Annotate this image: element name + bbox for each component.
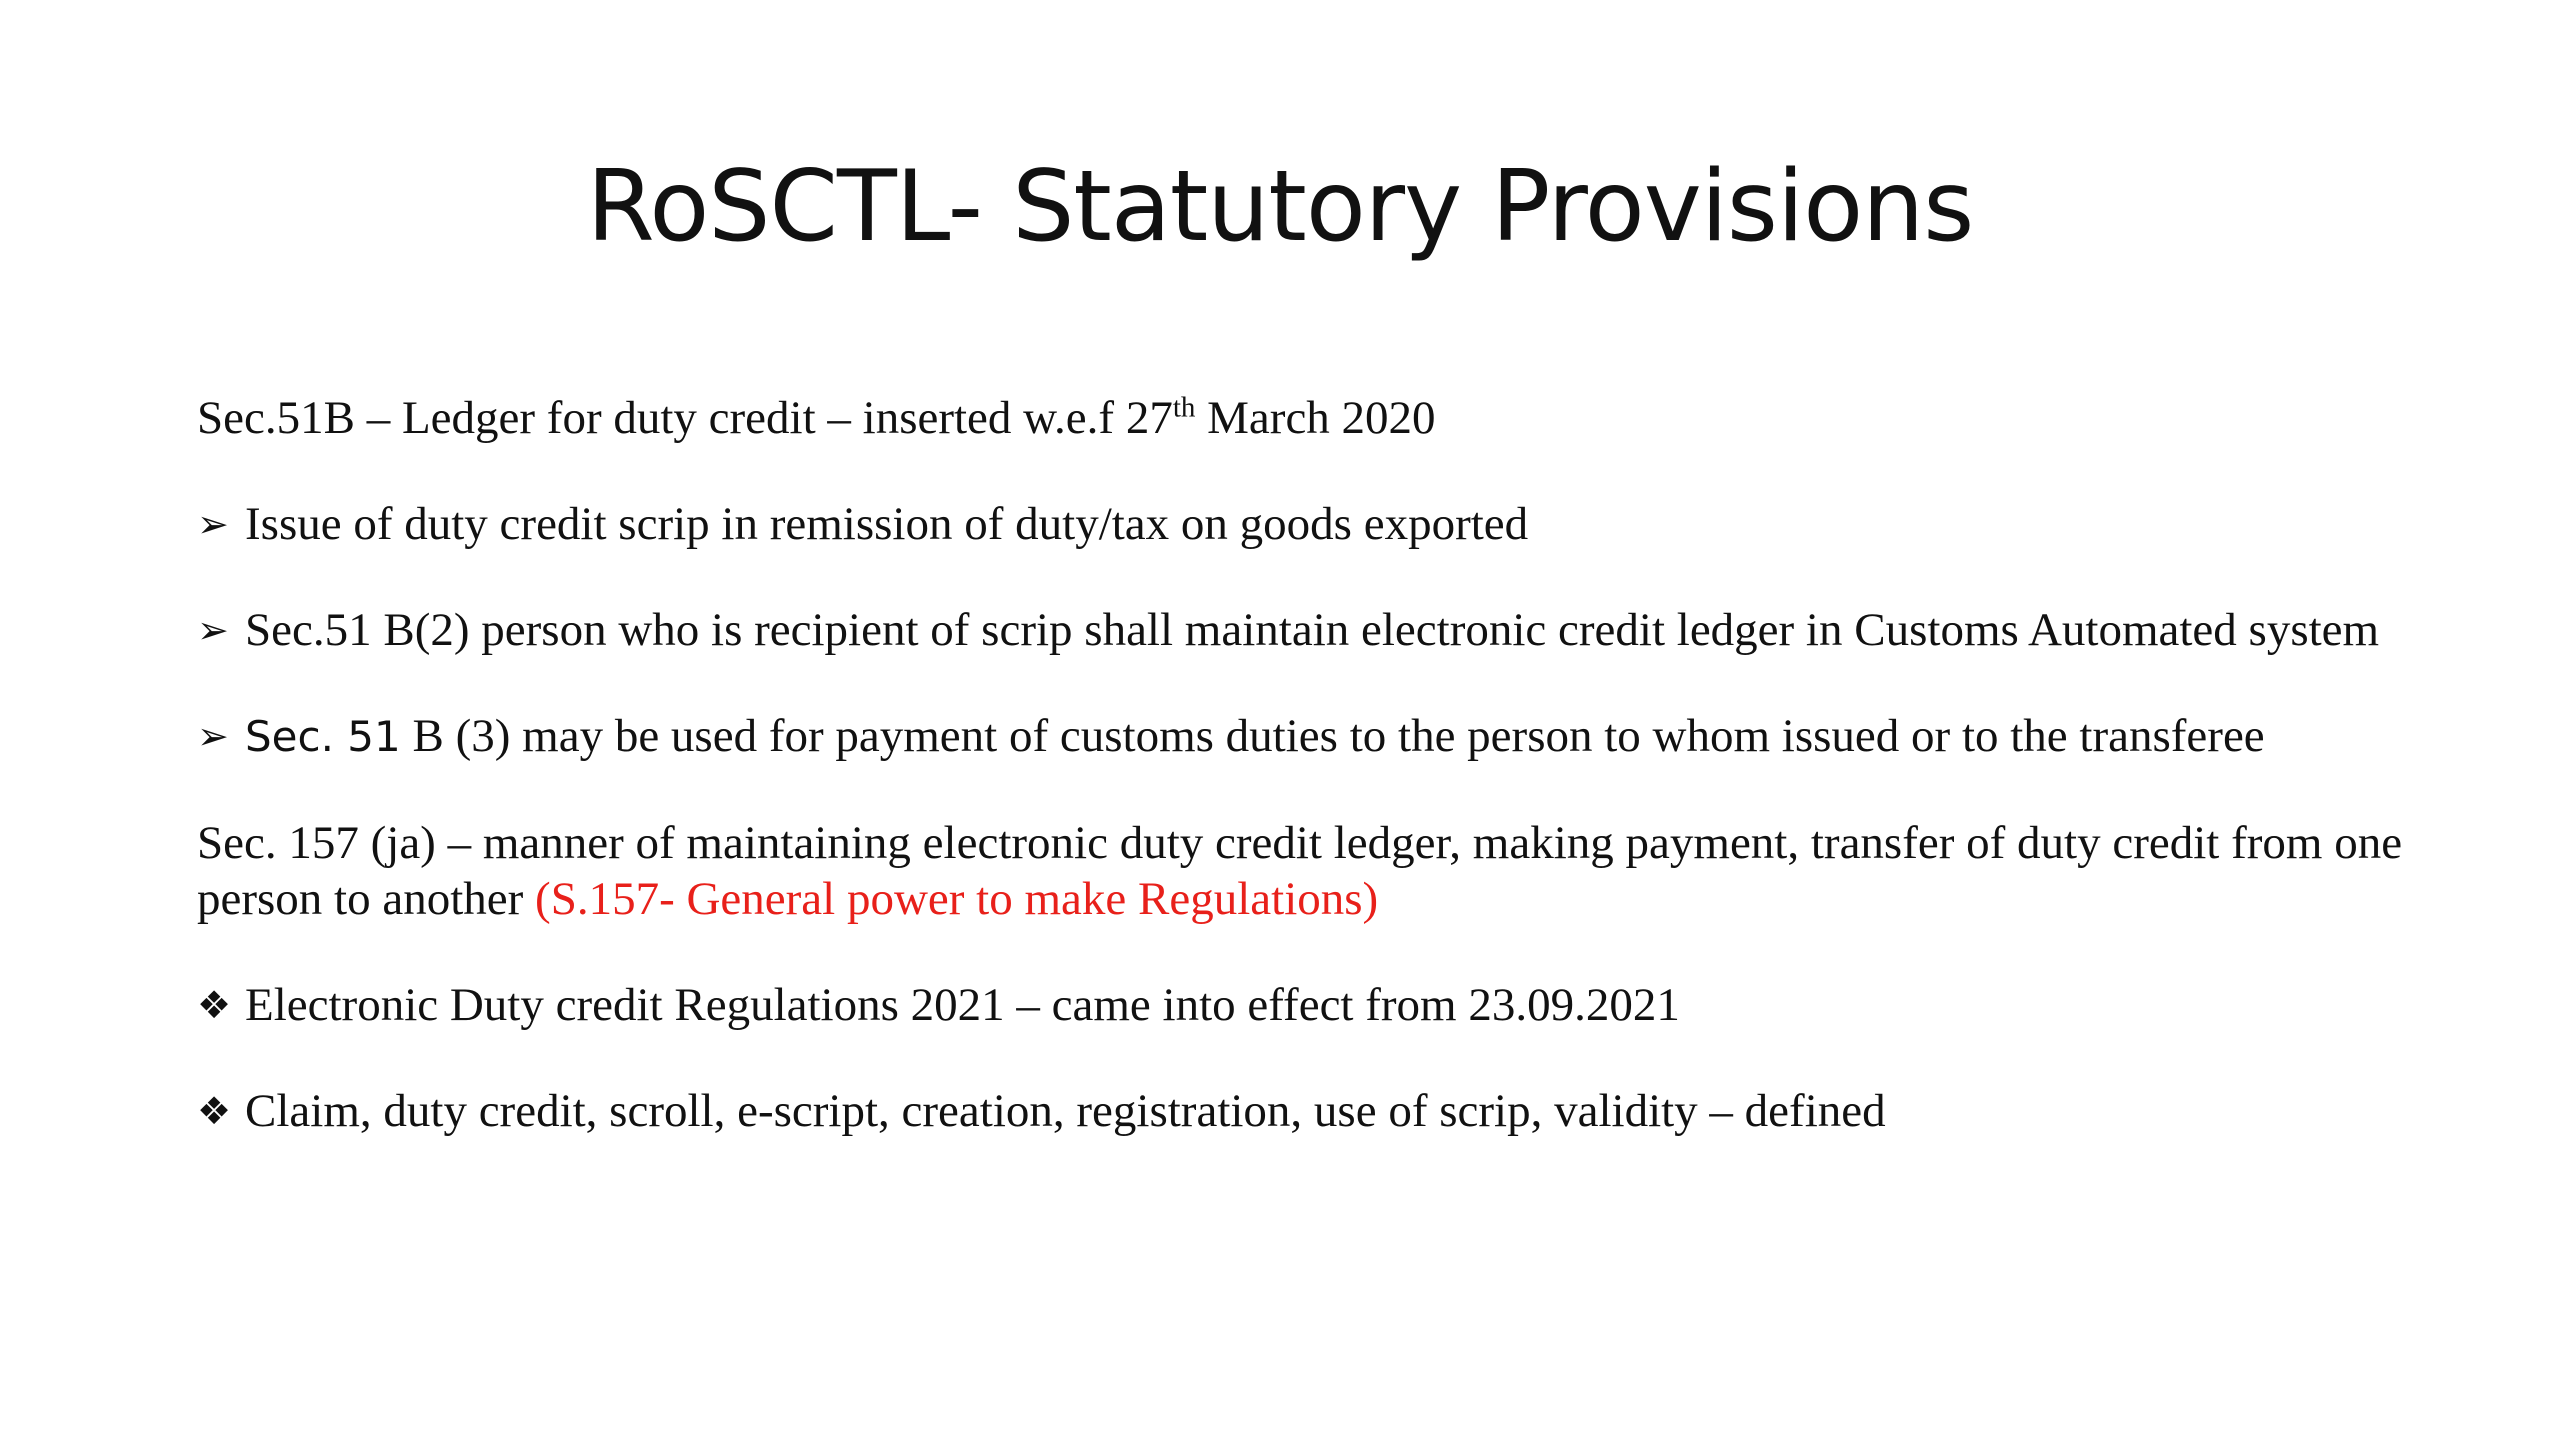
- arrow-bullet-icon: ➢: [197, 714, 229, 758]
- bullet-rest-text: B (3) may be used for payment of customs duties to the person to whom issued or to the transferee: [400, 710, 2265, 762]
- slide-body: [197, 390, 2437, 1189]
- slide-title: RoSCTL- Statutory Provisions: [586, 150, 1974, 264]
- bullet-text: Issue of duty credit scrip in remission of duty/tax on goods exported: [245, 498, 1529, 550]
- arrow-bullet-item: [197, 602, 2437, 658]
- ordinal-superscript: th: [1172, 391, 1196, 424]
- section-51b-date-tail: March 2020: [1195, 392, 1436, 444]
- bullet-text: [245, 708, 2437, 765]
- bullet-text: Electronic Duty credit Regulations 2021 – came into effect from 23.09.2021: [245, 979, 1680, 1031]
- arrow-bullet-icon: ➢: [197, 502, 229, 546]
- diamond-bullet-item: [197, 1083, 2437, 1139]
- arrow-bullet-item: [197, 496, 2437, 552]
- bullet-lead-text: Sec. 51: [245, 712, 401, 761]
- section-157-paragraph: [197, 815, 2437, 927]
- section-157-highlight: (S.157- General power to make Regulations): [535, 873, 1379, 925]
- bullet-text: Sec.51 B(2) person who is recipient of scrip shall maintain electronic credit ledger in Customs Automated system: [245, 604, 2380, 656]
- diamond-bullet-icon: ❖: [197, 983, 232, 1027]
- diamond-bullet-item: [197, 977, 2437, 1033]
- section-51b-heading: [197, 390, 2437, 446]
- arrow-bullet-icon: ➢: [197, 608, 229, 652]
- section-51b-text: Sec.51B – Ledger for duty credit – inserted w.e.f 27: [197, 392, 1173, 444]
- bullet-text: Claim, duty credit, scroll, e-script, creation, registration, use of scrip, validity – defined: [245, 1085, 1886, 1137]
- section-157-text: Sec. 157 (ja) – manner of maintaining electronic duty credit ledger, making payment, transfer of duty credit from one person to another: [197, 817, 2403, 925]
- diamond-bullet-icon: ❖: [197, 1089, 232, 1133]
- arrow-bullet-item: [197, 708, 2437, 765]
